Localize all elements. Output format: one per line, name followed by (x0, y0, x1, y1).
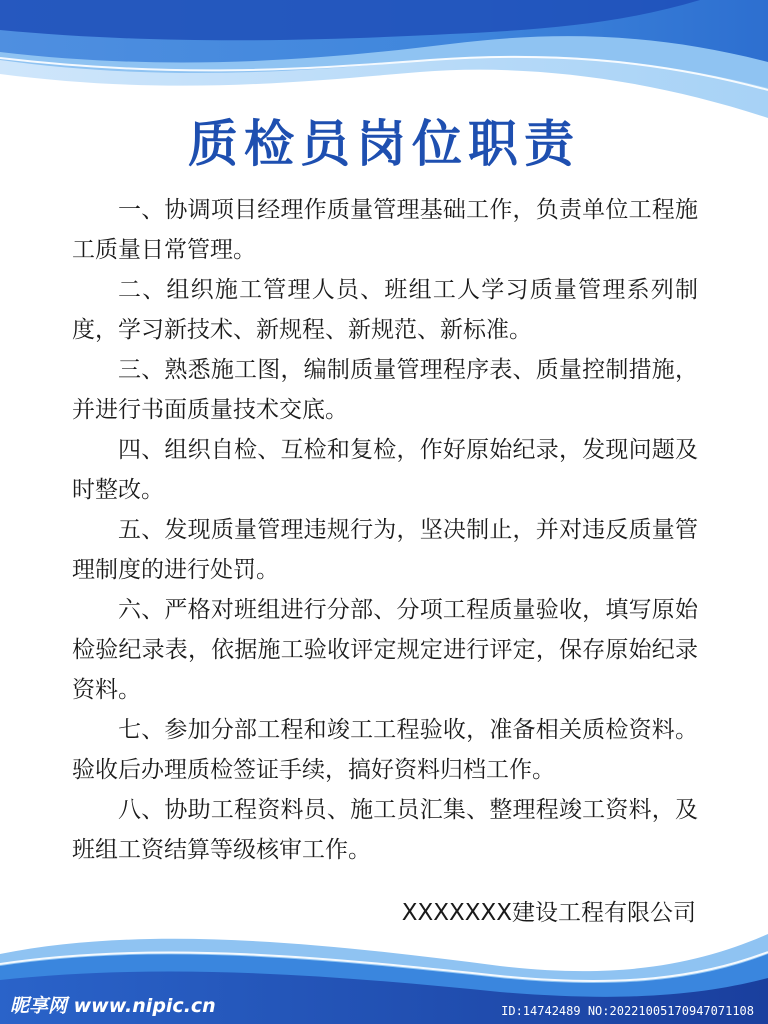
duty-item: 三、熟悉施工图，编制质量管理程序表、质量控制措施，并进行书面质量技术交底。 (72, 357, 698, 423)
duty-item: 六、严格对班组进行分部、分项工程质量验收，填写原始检验纪录表，依据施工验收评定规定进行评定，保存原始纪录资料。 (72, 597, 698, 703)
duty-item: 一、协调项目经理作质量管理基础工作，负责单位工程施工质量日常管理。 (72, 197, 698, 263)
duty-item: 四、组织自检、互检和复检，作好原始纪录，发现问题及时整改。 (72, 437, 698, 503)
duties-list (72, 190, 698, 870)
duty-item: 八、协助工程资料员、施工员汇集、整理程竣工资料，及班组工资结算等级核审工作。 (72, 797, 698, 863)
company-name: XXXXXXX建设工程有限公司 (401, 900, 696, 926)
duty-item: 五、发现质量管理违规行为，坚决制止，并对违反质量管理制度的进行处罚。 (72, 517, 698, 583)
page-title: 质检员岗位职责 (188, 115, 580, 173)
duty-item: 二、组织施工管理人员、班组工人学习质量管理系列制度，学习新技术、新规程、新规范、新标准。 (72, 277, 698, 343)
watermark-id: ID:14742489 NO:20221005170947071108 (501, 1004, 754, 1018)
duty-item: 七、参加分部工程和竣工工程验收，准备相关质检资料。验收后办理质检签证手续，搞好资料归档工作。 (72, 717, 698, 783)
watermark-logo: 昵享网 www.nipic.cn (10, 995, 216, 1017)
